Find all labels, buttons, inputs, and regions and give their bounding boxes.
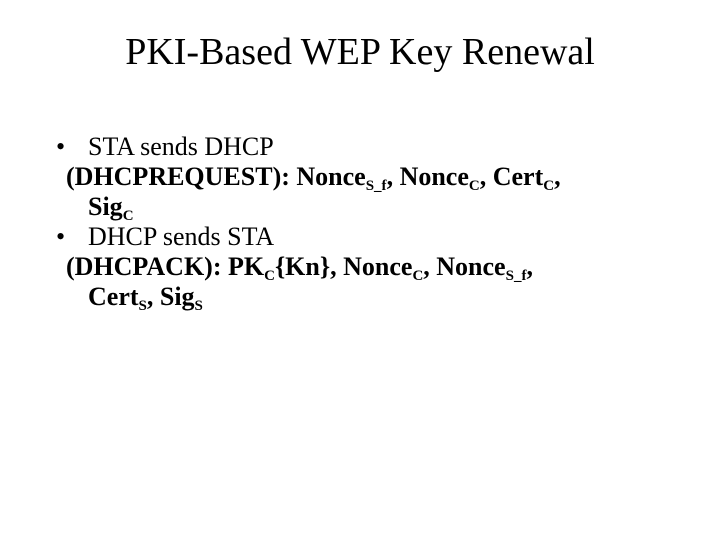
bullet-lead-text: DHCP sends STA (88, 222, 275, 251)
detail-text: Sig (88, 192, 123, 221)
bullet-item-sta-sends-dhcp (56, 132, 676, 162)
bullet-lead-text: STA sends DHCP (88, 132, 274, 161)
detail-text: , Sig (146, 282, 195, 311)
bullet-detail-line (56, 282, 676, 312)
detail-text: , Nonce (386, 162, 469, 191)
subscript: C (468, 178, 480, 194)
subscript: C (122, 208, 134, 224)
detail-text: , (526, 252, 533, 281)
subscript: C (412, 268, 424, 284)
subscript: C (543, 178, 555, 194)
subscript: C (264, 268, 275, 284)
subscript: S (138, 298, 147, 314)
bullet-detail-line (56, 162, 676, 192)
subscript: S (194, 298, 203, 314)
bullet-detail-line (56, 192, 676, 222)
bullet-detail-line (56, 252, 676, 282)
detail-text: {Kn}, Nonce (274, 252, 413, 281)
subscript: S_f (505, 268, 527, 284)
bullet-item-dhcp-sends-sta (56, 222, 676, 252)
detail-text: , Nonce (423, 252, 506, 281)
slide-title: PKI-Based WEP Key Renewal (125, 31, 595, 73)
bullet-dot-icon: • (56, 132, 66, 161)
detail-text: (DHCPREQUEST): Nonce (66, 162, 366, 191)
subscript: S_f (365, 178, 387, 194)
bullet-dot-icon: • (56, 222, 66, 251)
detail-text: Cert (88, 282, 139, 311)
detail-text: , Cert (479, 162, 544, 191)
detail-text: , (554, 162, 561, 191)
bullet-list (56, 132, 676, 312)
detail-text: (DHCPACK): PK (66, 252, 265, 281)
